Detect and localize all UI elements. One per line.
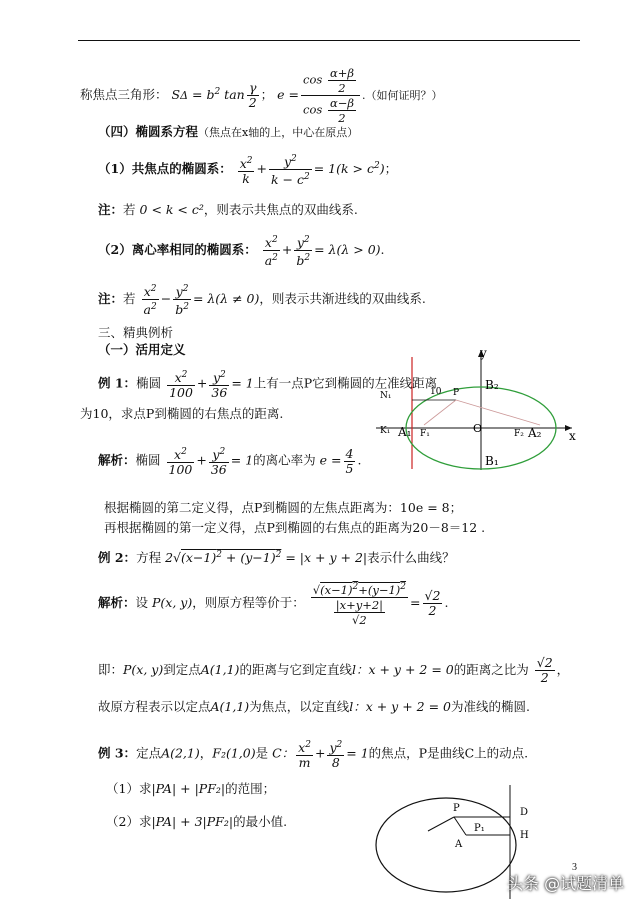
label-y: y: [480, 346, 487, 360]
label-p-2: P: [453, 803, 460, 814]
note-two: 注：若 $\frac{x^2}{a^2}$ − $\frac{y^2}{b^2}$ = λ(λ ≠ 0)，则表示共渐进线的双曲线系.: [98, 284, 426, 318]
label-a: A: [455, 839, 463, 850]
line-pf1: [424, 400, 456, 425]
note-one: 注：若 0 < k < c²，则表示共焦点的双曲线系.: [98, 202, 358, 217]
label-p1: P₁: [474, 823, 485, 834]
watermark: 头条 @试题清单: [507, 874, 625, 893]
solution-two-b: 即：P(x, y)到定点A(1,1)的距离与它到定直线l：x + y + 2 = 0的距离之比为 $\frac{√2}{2}$ ，: [98, 655, 570, 685]
label-k1: K₁: [380, 426, 391, 436]
label-ten: 10: [430, 387, 442, 397]
label-f2: F₂: [514, 429, 524, 439]
label-a1: A₁: [398, 425, 412, 439]
line-pf2: [456, 400, 540, 425]
label-b1: B₁: [485, 454, 499, 468]
label-n1: N₁: [380, 391, 392, 401]
line-p-a: [454, 817, 466, 835]
label-x: x: [569, 429, 576, 443]
label-p: P: [453, 388, 460, 398]
question-two: （2）求|PA| + 3|PF₂|的最小值.: [106, 814, 288, 829]
example-one-cont: 为10，求点P到椭圆的右焦点的距离.: [80, 406, 284, 421]
label-a2: A₂: [528, 426, 542, 440]
ellipse-2: [376, 798, 516, 892]
solution-one-b: 根据椭圆的第二定义得，点P到椭圆的左焦点距离为：10e = 8；: [104, 500, 463, 515]
header-rule: [78, 40, 580, 41]
focal-triangle-line: 称焦点三角形： $S\Delta = b^2$ tan $\frac{\gamma}{2}$ ； e = cos $\frac{\alpha+\beta}{2}$ cos $\frac{\alpha-\beta}{2}$ .（如何证明？）: [80, 66, 443, 125]
focal-triangle-label: 称焦点三角形：: [80, 87, 168, 102]
line-f-p: [428, 817, 454, 831]
item-two: （2）离心率相同的椭圆系： $\frac{x^2}{a^2}$ + $\frac{y^2}{b^2}$ = λ(λ > 0).: [98, 235, 385, 269]
label-h: H: [520, 830, 529, 841]
section-three-title: 三、精典例析: [98, 325, 174, 340]
label-o: O: [473, 422, 483, 435]
example-two: 例 2：方程 $2√(x-1)^2 + (y-1)^2 = |x + y + 2|$表示什么曲线？: [98, 549, 455, 565]
example-one: 例 1：椭圆 $\frac{x^2}{100}$ + $\frac{y^2}{36}$ = 1上有一点P它到椭圆的左准线距离: [98, 370, 438, 401]
question-one: （1）求|PA| + |PF₂|的范围；: [106, 781, 276, 796]
example-three: 例 3：定点A(2,1)，F₂(1,0)是 C： $\frac{x^2}{m}$ + $\frac{y^2}{8}$ = 1的焦点，P是曲线C上的动点.: [98, 740, 529, 771]
solution-one-c: 再根据椭圆的第一定义得，点P到椭圆的右焦点的距离为20－8＝12 .: [104, 520, 486, 535]
label-d: D: [520, 807, 529, 818]
label-f1: F₁: [420, 429, 430, 439]
page-number: 3: [572, 862, 577, 873]
label-b2: B₂: [485, 378, 499, 392]
item-one: （1）共焦点的椭圆系： $\frac{x^2}{k}$ + $\frac{y^2}{k - c^2}$ = $1(k > c^2)$；: [98, 154, 398, 188]
subsection-one-title: （一）活用定义: [98, 342, 186, 357]
section-four-title: （四）椭圆系方程（焦点在x轴的上，中心在原点）: [98, 124, 359, 139]
solution-one: 解析：椭圆 $\frac{x^2}{100}$ + $\frac{y^2}{36}$ = 1的离心率为 e = $\frac{4}{5}$ .: [98, 445, 362, 478]
solution-two: 解析：设 P(x, y)，则原方程等价于： $\frac{√(x-1)^2+(y-1)^2}{\frac{|x+y+2|}{√2}}$ = $\frac{√2}{2}$ .: [98, 582, 449, 627]
solution-two-c: 故原方程表示以定点A(1,1)为焦点，以定直线l：x + y + 2 = 0为准线的椭圆.: [98, 699, 530, 714]
ellipse-figure: [370, 345, 580, 475]
